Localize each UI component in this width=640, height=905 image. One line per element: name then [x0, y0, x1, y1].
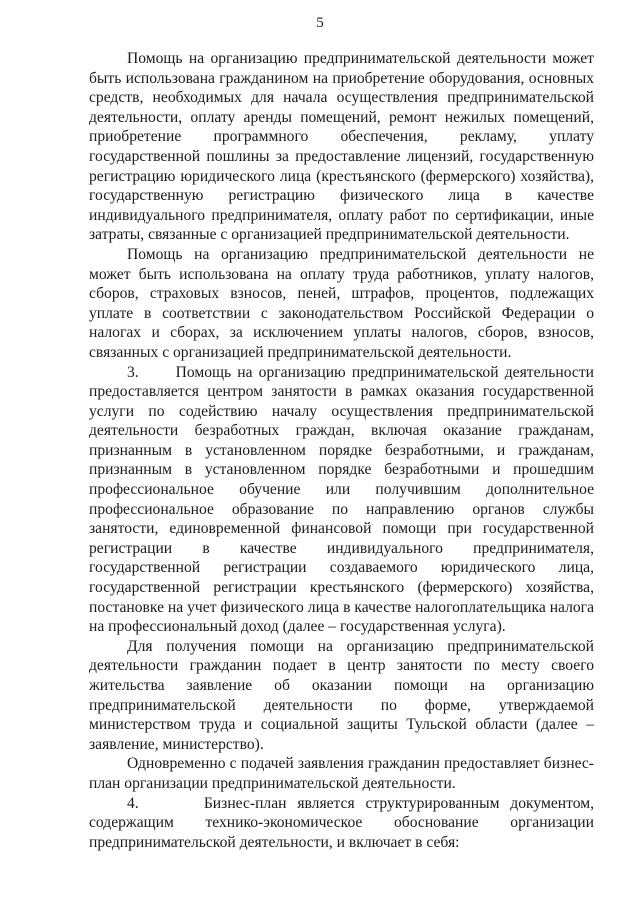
paragraph-item-4: 4. Бизнес-план является структурированным документом, содержащим технико-экономическое обоснование организации предпринимательской деятельности, и включает в себя:: [89, 794, 594, 851]
page-number: 5: [316, 15, 324, 31]
paragraph-item-3: 3. Помощь на организацию предпринимательской деятельности предоставляется центром занятости в рамках оказания государственной услуги по содействию началу осуществления предпринимательской деятельности безработных граждан, включая оказание гражданам, признанным в установленном порядке безработными, и гражданам, признанным в установленном порядке безработными и прошедшим профессиональное обучение или получившим дополнительное профессиональное образование по направлению органов службы занятости, единовременной финансовой помощи при государственной регистрации в качестве индивидуального предпринимателя, государственной регистрации создаваемого юридического лица, государственной регистрации крестьянского (фермерского) хозяйства, постановке на учет физического лица в качестве налогоплательщика налога на профессиональный доход (далее – государственная услуга).: [89, 363, 594, 636]
document-body: [89, 49, 594, 852]
paragraph-use-of-assistance: Помощь на организацию предпринимательской деятельности может быть использована гражданином на приобретение оборудования, основных средств, необходимых для начала осуществления предпринимательской деятельности, оплату аренды помещений, ремонт нежилых помещений, приобретение программного обеспечения, рекламу, уплату государственной пошлины за предоставление лицензий, государственную регистрацию юридического лица (крестьянского (фермерского) хозяйства), государственную регистрацию физического лица в качестве индивидуального предпринимателя, оплату работ по сертификации, иные затраты, связанные с организацией предпринимательской деятельности.: [89, 50, 594, 244]
paragraph-restrictions: Помощь на организацию предпринимательской деятельности не может быть использована на оплату труда работников, уплату налогов, сборов, страховых взносов, пеней, штрафов, процентов, подлежащих уплате в соответствии с законодательством Российской Федерации о налогах и сборах, за исключением уплаты налогов, сборов, взносов, связанных с организацией предпринимательской деятельности.: [89, 245, 594, 361]
paragraph-business-plan-submission: Одновременно с подачей заявления гражданин предоставляет бизнес-план организации предпринимательской деятельности.: [89, 755, 594, 792]
paragraph-application: Для получения помощи на организацию предпринимательской деятельности гражданин подает в центр занятости по месту своего жительства заявление об оказании помощи на организацию предпринимательской деятельности по форме, утверждаемой министерством труда и социальной защиты Тульской области (далее – заявление, министерство).: [89, 637, 594, 753]
